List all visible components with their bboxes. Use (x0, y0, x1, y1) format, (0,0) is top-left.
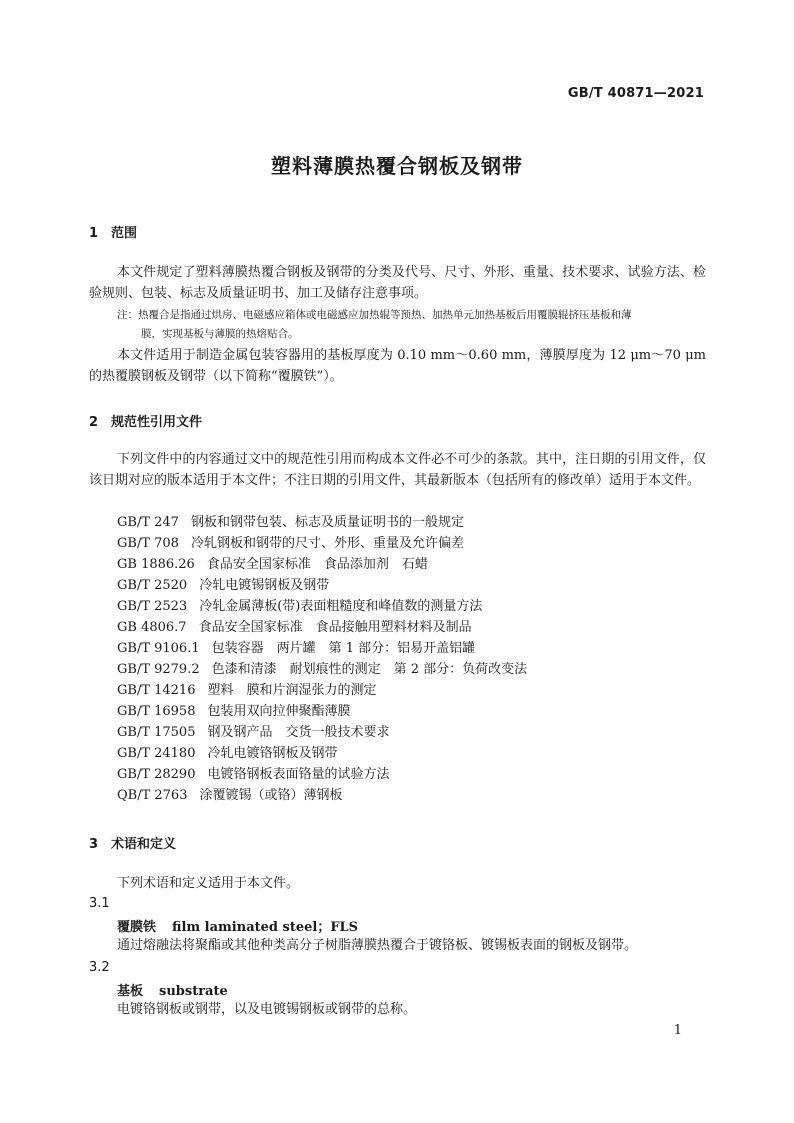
reference-code: GB/T 247 (117, 515, 179, 530)
term-number: 3.1 (89, 896, 110, 911)
reference-item (117, 659, 527, 680)
section-number: 1 (89, 226, 99, 241)
reference-title: 涂覆镀锡（或铬）薄钢板 (199, 788, 343, 803)
normative-intro: 下列文件中的内容通过文中的规范性引用而构成本文件必不可少的条款。其中，注日期的引用文件，仅该日期对应的版本适用于本文件；不注日期的引用文件，其最新版本（包括所有的修改单）适用于本文件。 (89, 452, 706, 488)
reference-title: 色漆和清漆 耐划痕性的测定 第 2 部分：负荷改变法 (211, 662, 528, 677)
reference-code: QB/T 2763 (117, 788, 188, 803)
reference-item (117, 575, 527, 596)
reference-code: GB/T 2523 (117, 599, 188, 614)
section-heading-scope (89, 222, 137, 241)
term-number: 3.2 (89, 960, 110, 975)
reference-title: 包装用双向拉伸聚酯薄膜 (207, 704, 351, 719)
scope-paragraph-2: 本文件适用于制造金属包装容器用的基板厚度为 0.10 mm～0.60 mm，薄膜厚度为 12 μm～70 μm 的热覆膜钢板及钢带（以下简称“覆膜铁”）。 (89, 348, 706, 384)
section-heading-normative (89, 411, 202, 430)
reference-item (117, 512, 527, 533)
document-title: 塑料薄膜热覆合钢板及钢带 (271, 154, 523, 178)
section-heading-terms (89, 833, 176, 852)
reference-code: GB 4806.7 (117, 620, 187, 635)
section-number: 2 (89, 415, 99, 430)
reference-code: GB/T 2520 (117, 578, 188, 593)
term-definition: 通过熔融法将聚酯或其他种类高分子树脂薄膜热覆合于镀铬板、镀锡板表面的钢板及钢带。 (117, 938, 638, 953)
reference-item (117, 554, 527, 575)
scope-note-line-2: 膜，实现基板与薄膜的热熔贴合。 (141, 328, 299, 340)
scope-paragraph-1: 本文件规定了塑料薄膜热覆合钢板及钢带的分类及代号、尺寸、外形、重量、技术要求、试验方法、检验规则、包装、标志及质量证明书、加工及储存注意事项。 (89, 265, 706, 301)
reference-item (117, 596, 527, 617)
scope-note (117, 306, 707, 344)
term-definition: 电镀铬钢板或钢带，以及电镀锡钢板或钢带的总称。 (117, 1002, 417, 1017)
reference-item (117, 638, 527, 659)
reference-code: GB/T 24180 (117, 746, 196, 761)
reference-title: 冷轧电镀锡钢板及钢带 (199, 578, 330, 593)
reference-item (117, 764, 527, 785)
reference-item (117, 785, 527, 806)
scope-note-line-1: 注：热覆合是指通过烘房、电磁感应箱体或电磁感应加热辊等预热、加热单元加热基板后用覆膜辊挤压基板和薄 (117, 309, 632, 321)
reference-title: 食品安全国家标准 食品接触用塑料材料及制品 (198, 620, 472, 635)
standard-code: GB/T 40871—2021 (567, 86, 704, 101)
reference-item (117, 617, 527, 638)
reference-title: 包装容器 两片罐 第 1 部分：铝易开盖铝罐 (211, 641, 476, 656)
reference-title: 钢及钢产品 交货一般技术要求 (207, 725, 390, 740)
reference-title: 塑料 膜和片润湿张力的测定 (207, 683, 377, 698)
terms-intro: 下列术语和定义适用于本文件。 (117, 876, 300, 891)
section-title: 规范性引用文件 (111, 415, 203, 430)
term-name (117, 916, 358, 935)
reference-code: GB/T 9279.2 (117, 662, 200, 677)
reference-title: 食品安全国家标准 食品添加剂 石蜡 (206, 557, 428, 572)
term-name-zh: 覆膜铁 (117, 920, 157, 935)
reference-item (117, 722, 527, 743)
reference-item (117, 533, 527, 554)
reference-item (117, 680, 527, 701)
section-title: 范围 (111, 226, 138, 241)
term-name-en: film laminated steel；FLS (172, 920, 359, 935)
reference-code: GB/T 9106.1 (117, 641, 200, 656)
reference-item (117, 743, 527, 764)
term-name-en: substrate (159, 984, 228, 999)
reference-list (117, 512, 527, 806)
reference-code: GB/T 16958 (117, 704, 196, 719)
reference-code: GB/T 708 (117, 536, 179, 551)
page-number: 1 (673, 1023, 682, 1038)
reference-title: 冷轧钢板和钢带的尺寸、外形、重量及允许偏差 (190, 536, 464, 551)
reference-title: 冷轧金属薄板(带)表面粗糙度和峰值数的测量方法 (199, 599, 483, 614)
reference-title: 冷轧电镀铬钢板及钢带 (207, 746, 338, 761)
section-title: 术语和定义 (111, 837, 177, 852)
section-number: 3 (89, 837, 99, 852)
term-name (117, 980, 228, 999)
term-name-zh: 基板 (117, 984, 144, 999)
reference-code: GB/T 14216 (117, 683, 196, 698)
reference-title: 电镀铬钢板表面铬量的试验方法 (207, 767, 390, 782)
reference-code: GB 1886.26 (117, 557, 195, 572)
reference-code: GB/T 28290 (117, 767, 196, 782)
reference-item (117, 701, 527, 722)
reference-title: 钢板和钢带包装、标志及质量证明书的一般规定 (190, 515, 464, 530)
reference-code: GB/T 17505 (117, 725, 196, 740)
